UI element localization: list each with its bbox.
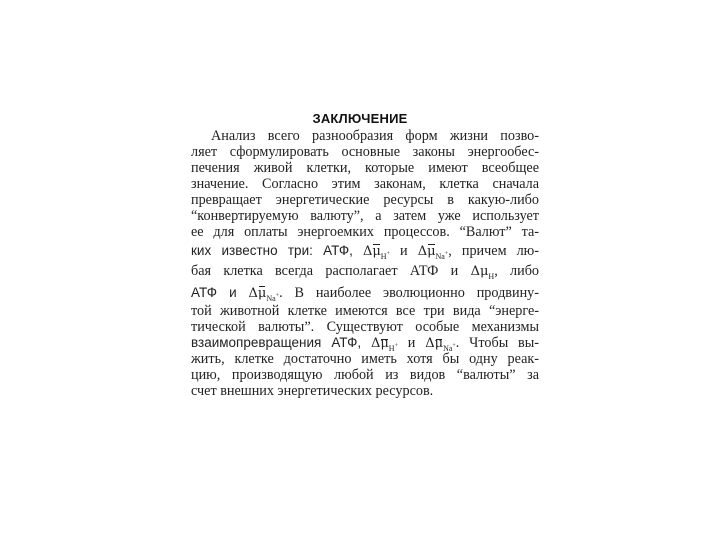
delta-symbol: Δ	[417, 244, 428, 259]
text-line: жить, клетке достаточно иметь хотя бы одну реак-	[191, 351, 539, 367]
delta-symbol: Δ	[370, 336, 381, 351]
text-line: счет внешних энергетических ресурсов.	[191, 383, 434, 399]
mu-bar-symbol: μ	[434, 336, 444, 351]
text-line	[191, 335, 539, 351]
text-line: тической валюты”. Существуют особые механизмы	[191, 319, 539, 335]
ion-subscript-na: Na+	[443, 343, 456, 353]
text-line: ее для оплаты энергоемких процессов. “Валют” та-	[191, 224, 539, 240]
delta-symbol: Δ	[470, 264, 480, 279]
mu-bar-symbol: μ	[380, 336, 389, 351]
text-line: ляет сформулировать основные законы энергообес-	[191, 144, 539, 160]
ion-subscript-na: Na+	[266, 293, 280, 303]
text-line: той животной клетке имеются все три вида “энерге-	[191, 303, 539, 319]
text-line: значение. Согласно этим законам, клетка сначала	[191, 176, 539, 192]
ion-subscript-h: H+	[380, 251, 390, 261]
text-segment: . В наиболее эволюционно продвину-	[279, 285, 539, 301]
delta-symbol: Δ	[425, 336, 435, 351]
text-line: печения живой клетки, которые имеют всеобщее	[191, 160, 539, 176]
text-segment: и	[400, 243, 408, 259]
delta-symbol: Δ	[362, 244, 373, 259]
text-line	[191, 261, 539, 282]
text-segment: АТФ и	[191, 285, 237, 300]
ion-subscript-h: H	[488, 272, 495, 281]
text-segment: бая клетка всегда располагает АТФ и	[191, 263, 459, 279]
delta-symbol: Δ	[248, 286, 258, 301]
text-segment: , причем лю-	[448, 243, 540, 259]
page-title: ЗАКЛЮЧЕНИЕ	[312, 111, 408, 126]
text-line: превращает энергетические ресурсы в какую-либо	[191, 192, 539, 208]
text-segment: , либо	[494, 263, 540, 279]
text-segment: взаимопревращения АТФ,	[191, 335, 362, 350]
ion-subscript-h: H+	[388, 343, 398, 353]
mu-bar-symbol: μ	[257, 286, 267, 301]
text-line: Анализ всего разнообразия форм жизни позво-	[211, 128, 539, 144]
text-line: цию, производящую любой из видов “валюты” за	[191, 367, 539, 383]
mu-bar-symbol: μ	[427, 244, 436, 259]
body-text	[191, 128, 539, 399]
text-segment: и	[407, 335, 416, 351]
text-segment: ких известно три: АТФ,	[191, 243, 353, 258]
text-line	[191, 282, 539, 303]
text-line: “конвертируемую валюту”, а затем уже использует	[191, 208, 539, 224]
ion-subscript-na: Na+	[435, 251, 449, 261]
mu-symbol: μ	[479, 264, 489, 279]
text-segment: . Чтобы вы-	[455, 335, 540, 351]
text-line	[191, 240, 539, 261]
mu-bar-symbol: μ	[372, 244, 381, 259]
